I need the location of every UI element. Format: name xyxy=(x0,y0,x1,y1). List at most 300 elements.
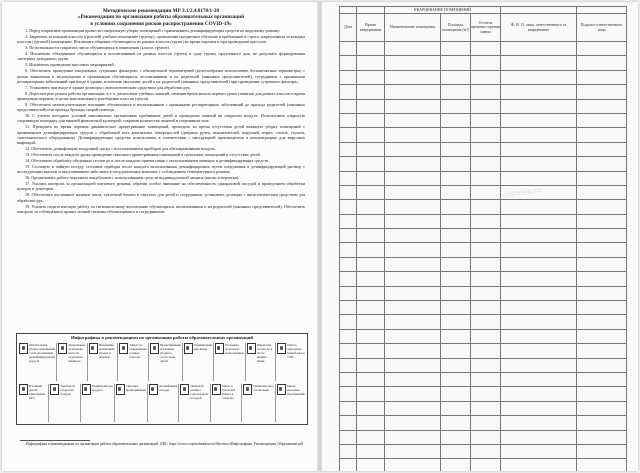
table-cell[interactable] xyxy=(441,142,471,156)
table-cell[interactable] xyxy=(577,416,627,430)
table-cell[interactable] xyxy=(385,142,441,156)
table-row xyxy=(340,286,627,300)
disinfect-icon xyxy=(19,343,28,354)
table-cell[interactable] xyxy=(577,344,627,358)
table-cell[interactable] xyxy=(501,214,577,228)
no-events-icon xyxy=(277,384,286,395)
infographic-item-text: Мыло и туалетная бумага в санузлах xyxy=(221,384,236,400)
table-cell[interactable] xyxy=(441,286,471,300)
table-cell[interactable] xyxy=(501,430,577,444)
table-cell[interactable] xyxy=(471,315,501,329)
isolation-icon xyxy=(19,384,28,395)
table-cell[interactable] xyxy=(471,42,501,56)
table-cell[interactable] xyxy=(357,113,385,127)
table-cell[interactable] xyxy=(577,70,627,84)
footnote: Инфографика к рекомендациям по организации работы образовательных организаций. URL: https://www.rospotrebnadzor.ru/files/news/Инфографика_Рекомендации_Образование.pdf xyxy=(26,442,303,446)
table-row xyxy=(340,128,627,142)
table-cell[interactable] xyxy=(385,301,441,315)
paragraph: 15. Столовую и чайную посуду, столовые приборы после каждого использования дезинфицировать путем погружения в дезинфицирующий раствор с последующим мытьем и высушиванием либо мыть в посудомоечных машинах с соблюдением температурного режима. xyxy=(17,164,305,175)
table-cell[interactable] xyxy=(501,272,577,286)
paragraph: 8. Пересмотреть режим работы организации, в т. ч. расписание учебных занятий, изменив время начала первого урока (занятия) для разных классов и время проведения перемен, в целях максимального разобщения классов (групп). xyxy=(17,90,305,102)
document-title xyxy=(16,8,306,27)
table-cell[interactable] xyxy=(471,214,501,228)
water-icon xyxy=(180,384,189,395)
table-cell[interactable] xyxy=(471,416,501,430)
table-cell[interactable] xyxy=(340,142,357,156)
table-cell[interactable] xyxy=(501,387,577,401)
table-cell[interactable] xyxy=(501,171,577,185)
table-cell[interactable] xyxy=(340,257,357,271)
table-cell[interactable] xyxy=(501,344,577,358)
table-cell[interactable] xyxy=(501,444,577,458)
table-cell[interactable] xyxy=(340,42,357,56)
infographic-item-text: Закрепление за каждым классом отдельного кабинета xyxy=(68,343,86,363)
table-cell[interactable] xyxy=(501,301,577,315)
table-cell[interactable] xyxy=(441,301,471,315)
table-cell[interactable] xyxy=(385,113,441,127)
table-cell[interactable] xyxy=(357,85,385,99)
paragraph: 9. Обеспечить незамедлительную изоляцию обучающихся и воспитанников с признаками респираторных заболеваний до прихода родителей (законных представителей) или приезда бригады скорой помощи. xyxy=(17,102,305,113)
table-cell[interactable] xyxy=(471,70,501,84)
table-cell[interactable] xyxy=(441,315,471,329)
infographic-item xyxy=(118,343,149,381)
table-row xyxy=(340,42,627,56)
table-cell[interactable] xyxy=(577,315,627,329)
infographic-item xyxy=(148,384,179,422)
table-cell[interactable] xyxy=(471,372,501,386)
recirculator-icon xyxy=(82,384,91,395)
table-cell[interactable] xyxy=(357,56,385,70)
paragraph: 5. Исключить проведение массовых мероприятий. xyxy=(25,62,115,68)
table-cell[interactable] xyxy=(340,70,357,84)
infographic-item-text: Сквозное проветривание xyxy=(125,384,146,392)
table-row xyxy=(340,401,627,415)
table-cell[interactable] xyxy=(577,142,627,156)
table-cell[interactable] xyxy=(501,99,577,113)
table-cell[interactable] xyxy=(385,459,441,471)
table-cell[interactable] xyxy=(385,200,441,214)
table-cell[interactable] xyxy=(357,315,385,329)
table-cell[interactable] xyxy=(340,315,357,329)
group-icon xyxy=(119,343,128,354)
table-cell[interactable] xyxy=(471,99,501,113)
table-cell[interactable] xyxy=(385,358,441,372)
watermark: ofisnova.ru xyxy=(501,185,542,200)
table-cell[interactable] xyxy=(471,200,501,214)
table-cell[interactable] xyxy=(357,459,385,471)
footnote-divider xyxy=(20,440,90,441)
infographic-item xyxy=(49,384,80,422)
table-cell[interactable] xyxy=(577,387,627,401)
infographic-title: Инфографика к рекомендациям по организации работы образовательных организаций xyxy=(70,335,254,340)
table-cell[interactable] xyxy=(385,387,441,401)
table-cell[interactable] xyxy=(340,157,357,171)
table-cell[interactable] xyxy=(471,387,501,401)
table-cell[interactable] xyxy=(385,85,441,99)
paragraph: 10. С учетом погодных условий максимально организовать пребывание детей и проведение занятий на открытом воздухе. Использовать открытую спортивную площадку для занятий физической культурой, сократив количество занятий в спортивном зале. xyxy=(17,113,305,124)
table-row xyxy=(340,257,627,271)
table-cell[interactable] xyxy=(340,128,357,142)
table-cell[interactable] xyxy=(340,286,357,300)
table-row xyxy=(340,301,627,315)
table-cell[interactable] xyxy=(385,430,441,444)
table-cell[interactable] xyxy=(441,229,471,243)
table-cell[interactable] xyxy=(441,387,471,401)
paragraph: 19. Усилить педагогическую работу по гигиеническому воспитанию обучающихся, воспитанников и их родителей (законных представителей). Обеспечить контроль за соблюдением правил личной гигиены обучающимися и сотрудниками. xyxy=(17,203,305,214)
table-cell[interactable] xyxy=(441,459,471,471)
table-cell[interactable] xyxy=(441,372,471,386)
table-cell[interactable] xyxy=(385,444,441,458)
table-cell[interactable] xyxy=(577,430,627,444)
table-cell[interactable] xyxy=(357,358,385,372)
table-cell[interactable] xyxy=(385,56,441,70)
table-cell[interactable] xyxy=(357,272,385,286)
table-cell[interactable] xyxy=(501,200,577,214)
table-cell[interactable] xyxy=(340,113,357,127)
table-cell[interactable] xyxy=(340,272,357,286)
table-cell[interactable] xyxy=(441,358,471,372)
table-cell[interactable] xyxy=(441,416,471,430)
table-cell[interactable] xyxy=(340,430,357,444)
table-cell[interactable] xyxy=(357,200,385,214)
table-cell[interactable] xyxy=(441,171,471,185)
infographic-item-text: Проветривание и влажная уборка в отсутствие детей xyxy=(160,343,181,363)
table-cell[interactable] xyxy=(340,401,357,415)
paragraph: 4. Исключить объединение обучающихся и воспитанников из разных классов (групп) в одну группу продленного дня, не допускать формирования «вечерних дежурных» групп. xyxy=(17,51,305,62)
table-cell[interactable] xyxy=(340,358,357,372)
canteen-icon xyxy=(247,343,256,354)
table-cell[interactable] xyxy=(357,401,385,415)
table-cell[interactable] xyxy=(385,372,441,386)
table-cell[interactable] xyxy=(471,329,501,343)
table-cell[interactable] xyxy=(357,344,385,358)
table-cell[interactable] xyxy=(357,157,385,171)
col-header-date: Дата xyxy=(340,14,357,42)
infographic-item xyxy=(214,343,246,381)
table-cell[interactable] xyxy=(385,185,441,199)
table-cell[interactable] xyxy=(471,459,501,471)
table-cell[interactable] xyxy=(357,128,385,142)
table-cell[interactable] xyxy=(385,171,441,185)
table-cell[interactable] xyxy=(385,344,441,358)
table-cell[interactable] xyxy=(441,430,471,444)
dish-icon xyxy=(149,384,158,395)
table-cell[interactable] xyxy=(441,99,471,113)
paragraph: 17. Усилить контроль за организацией питьевого режима, обратив особое внимание на обеспеченность одноразовой посудой и проведением обработки кулеров и дозаторов. xyxy=(17,181,305,192)
table-cell[interactable] xyxy=(385,229,441,243)
table-cell[interactable] xyxy=(577,459,627,471)
table-cell[interactable] xyxy=(441,272,471,286)
table-cell[interactable] xyxy=(501,401,577,415)
window-icon xyxy=(116,384,125,395)
table-cell[interactable] xyxy=(441,185,471,199)
table-cell[interactable] xyxy=(357,42,385,56)
table-cell[interactable] xyxy=(577,85,627,99)
infographic-item-text: Питьевой режим с одноразовой посудой xyxy=(190,384,208,400)
table-cell[interactable] xyxy=(357,257,385,271)
table-cell[interactable] xyxy=(471,113,501,127)
table-cell[interactable] xyxy=(577,56,627,70)
table-cell[interactable] xyxy=(471,286,501,300)
col-header-lamp-time: Остаток времени горения лампы xyxy=(471,14,501,42)
table-row xyxy=(340,200,627,214)
table-cell[interactable] xyxy=(340,85,357,99)
table-cell[interactable] xyxy=(471,56,501,70)
table-cell[interactable] xyxy=(471,157,501,171)
table-cell[interactable] xyxy=(471,142,501,156)
table-cell[interactable] xyxy=(501,257,577,271)
table-cell[interactable] xyxy=(340,444,357,458)
table-cell[interactable] xyxy=(385,416,441,430)
table-cell[interactable] xyxy=(501,42,577,56)
table-cell[interactable] xyxy=(385,315,441,329)
table-cell[interactable] xyxy=(501,128,577,142)
table-cell[interactable] xyxy=(501,113,577,127)
empty-header-cell xyxy=(357,7,385,14)
table-cell[interactable] xyxy=(441,128,471,142)
table-cell[interactable] xyxy=(340,185,357,199)
infographic-box xyxy=(16,333,308,425)
table-cell[interactable] xyxy=(357,329,385,343)
mask-icon xyxy=(277,343,286,354)
table-cell[interactable] xyxy=(357,444,385,458)
table-cell[interactable] xyxy=(385,401,441,415)
table-cell[interactable] xyxy=(441,157,471,171)
table-cell[interactable] xyxy=(577,185,627,199)
table-cell[interactable] xyxy=(471,358,501,372)
table-cell[interactable] xyxy=(441,257,471,271)
outdoor-icon xyxy=(50,384,59,395)
infographic-item xyxy=(18,343,57,381)
table-cell[interactable] xyxy=(577,42,627,56)
paragraph: 11. Проводить во время перемен динамическое проветривание помещений, проводить во время отсутствия детей влажную уборку помещений с применением дезинфицирующих средств с обработкой всех контактных поверхностей (дверных ручек, выключателей, поручней, перил, столов, стульев, сантехнического оборудования). Дезинфицирующие средства использовать в соответствии с инструкцией производителя в концентрациях для вирусных инфекций. xyxy=(17,124,305,146)
table-row xyxy=(340,229,627,243)
table-cell[interactable] xyxy=(441,444,471,458)
table-cell[interactable] xyxy=(357,372,385,386)
title-line: Методические рекомендации МР 3.1/2.4.0178/1-20 xyxy=(102,8,220,14)
table-cell[interactable] xyxy=(357,243,385,257)
table-cell[interactable] xyxy=(357,214,385,228)
table-cell[interactable] xyxy=(501,229,577,243)
col-header-time: Время кварцевания xyxy=(357,14,385,42)
infographic-item-text: Запрет массовых мероприятий xyxy=(286,384,305,396)
table-cell[interactable] xyxy=(577,128,627,142)
table-cell[interactable] xyxy=(471,243,501,257)
table-cell[interactable] xyxy=(471,85,501,99)
infographic-item xyxy=(211,384,242,422)
infographic-row xyxy=(18,343,306,381)
table-cell[interactable] xyxy=(441,200,471,214)
table-cell[interactable] xyxy=(501,315,577,329)
table-cell[interactable] xyxy=(577,286,627,300)
paragraph: 7. Установить при входе в здание дозаторы с антисептическим средством для обработки рук. xyxy=(25,84,191,90)
table-cell[interactable] xyxy=(385,272,441,286)
table-cell[interactable] xyxy=(385,329,441,343)
table-row xyxy=(340,157,627,171)
paragraph: 6. Обеспечить проведение ежедневных «утренних фильтров» с обязательной термометрией (целесообразно использовать бесконтактные термометры) с целью выявления и недопущения в организации обучающихся, воспитанников и их родителей (законных представителей), сотрудников с признаками респираторных заболеваний при входе в здание, исключив скопление детей и их родителей (законных представителей) при проведении «утреннего фильтра». xyxy=(17,68,305,84)
table-row xyxy=(340,387,627,401)
paragraph: 1. Перед открытием организации провести генеральную уборку помещений с применением дезинфицирующих средств по вирусному режиму. xyxy=(25,28,280,33)
table-cell[interactable] xyxy=(441,344,471,358)
table-cell[interactable] xyxy=(340,200,357,214)
table-cell[interactable] xyxy=(385,99,441,113)
table-cell[interactable] xyxy=(577,257,627,271)
infographic-item xyxy=(246,343,277,381)
table-cell[interactable] xyxy=(577,214,627,228)
soap-icon xyxy=(212,384,221,395)
table-cell[interactable] xyxy=(577,301,627,315)
table-cell[interactable] xyxy=(577,200,627,214)
table-cell[interactable] xyxy=(357,171,385,185)
table-cell[interactable] xyxy=(577,329,627,343)
table-row xyxy=(340,243,627,257)
table-cell[interactable] xyxy=(357,416,385,430)
table-cell[interactable] xyxy=(340,243,357,257)
table-cell[interactable] xyxy=(340,387,357,401)
thermometer-icon xyxy=(184,343,193,354)
infographic-item xyxy=(242,384,275,422)
table-row xyxy=(340,372,627,386)
table-cell[interactable] xyxy=(471,444,501,458)
table-cell[interactable] xyxy=(385,286,441,300)
table-cell[interactable] xyxy=(577,171,627,185)
infographic-item xyxy=(149,343,183,381)
table-cell[interactable] xyxy=(357,229,385,243)
table-cell[interactable] xyxy=(441,56,471,70)
table-cell[interactable] xyxy=(577,157,627,171)
table-cell[interactable] xyxy=(501,157,577,171)
table-cell[interactable] xyxy=(577,401,627,415)
table-cell[interactable] xyxy=(471,257,501,271)
infographic-item xyxy=(18,384,49,422)
table-cell[interactable] xyxy=(340,301,357,315)
table-cell[interactable] xyxy=(577,444,627,458)
table-cell[interactable] xyxy=(577,372,627,386)
table-cell[interactable] xyxy=(501,358,577,372)
right-page xyxy=(322,2,638,471)
table-row xyxy=(340,85,627,99)
table-cell[interactable] xyxy=(441,243,471,257)
table-cell[interactable] xyxy=(441,42,471,56)
table-cell[interactable] xyxy=(340,229,357,243)
table-cell[interactable] xyxy=(385,257,441,271)
table-cell[interactable] xyxy=(357,387,385,401)
table-cell[interactable] xyxy=(340,329,357,343)
table-cell[interactable] xyxy=(385,128,441,142)
table-cell[interactable] xyxy=(340,171,357,185)
table-cell[interactable] xyxy=(385,243,441,257)
table-cell[interactable] xyxy=(577,358,627,372)
table-cell[interactable] xyxy=(385,214,441,228)
table-cell[interactable] xyxy=(441,329,471,343)
table-cell[interactable] xyxy=(501,416,577,430)
table-cell[interactable] xyxy=(441,401,471,415)
infographic-item xyxy=(81,384,115,422)
table-row xyxy=(340,171,627,185)
table-cell[interactable] xyxy=(577,243,627,257)
recommendations-text xyxy=(17,28,305,215)
table-cell[interactable] xyxy=(357,99,385,113)
table-cell[interactable] xyxy=(471,344,501,358)
table-cell[interactable] xyxy=(340,372,357,386)
table-cell[interactable] xyxy=(471,430,501,444)
cleaning-icon xyxy=(150,343,159,354)
table-cell[interactable] xyxy=(340,416,357,430)
quartz-log-table xyxy=(339,6,627,471)
table-cell[interactable] xyxy=(441,113,471,127)
table-cell[interactable] xyxy=(357,142,385,156)
table-cell[interactable] xyxy=(471,272,501,286)
table-cell[interactable] xyxy=(340,344,357,358)
table-cell[interactable] xyxy=(471,171,501,185)
table-cell[interactable] xyxy=(441,214,471,228)
table-cell[interactable] xyxy=(385,157,441,171)
table-cell[interactable] xyxy=(471,229,501,243)
table-cell[interactable] xyxy=(340,459,357,471)
table-cell[interactable] xyxy=(577,113,627,127)
table-cell[interactable] xyxy=(340,214,357,228)
table-cell[interactable] xyxy=(501,70,577,84)
paragraph: 16. Организовать работу персонала пищеблоков с использованием средств индивидуальной защиты (маски и перчатки). xyxy=(25,175,240,181)
paragraph: 18. Обеспечить постоянное наличие мыла, туалетной бумаги в санузлах для детей и сотрудников, установить дозаторы с антисептическим средством для обработки рук. xyxy=(17,192,305,203)
title-line: «Рекомендации по организации работы образовательных организаций xyxy=(77,14,245,21)
table-cell[interactable] xyxy=(577,99,627,113)
table-cell[interactable] xyxy=(357,430,385,444)
paragraph: 13. Обеспечить после каждого урока проведение сквозного проветривания помещений и групповых помещений в отсутствие детей. xyxy=(25,152,261,158)
table-cell[interactable] xyxy=(501,243,577,257)
table-cell[interactable] xyxy=(501,142,577,156)
table-cell[interactable] xyxy=(501,329,577,343)
table-row xyxy=(340,344,627,358)
table-cell[interactable] xyxy=(340,56,357,70)
table-cell[interactable] xyxy=(357,301,385,315)
table-cell[interactable] xyxy=(357,286,385,300)
calendar-icon xyxy=(89,343,98,354)
empty-header-cell xyxy=(340,7,357,14)
table-cell[interactable] xyxy=(501,286,577,300)
table-cell[interactable] xyxy=(441,85,471,99)
infographic-item xyxy=(115,384,148,422)
table-cell[interactable] xyxy=(357,185,385,199)
table-cell[interactable] xyxy=(501,459,577,471)
table-row xyxy=(340,459,627,471)
col-header-signature: Подпись ответственного лица xyxy=(577,14,627,42)
table-cell[interactable] xyxy=(471,128,501,142)
table-cell[interactable] xyxy=(385,42,441,56)
table-cell[interactable] xyxy=(471,185,501,199)
table-cell[interactable] xyxy=(501,85,577,99)
table-cell[interactable] xyxy=(471,401,501,415)
paragraph: 12. Обеспечить дезинфекцию воздушной среды с использованием приборов для обеззараживания воздуха. xyxy=(25,146,216,152)
table-row xyxy=(340,444,627,458)
table-row xyxy=(340,113,627,127)
table-cell[interactable] xyxy=(471,301,501,315)
table-cell[interactable] xyxy=(441,70,471,84)
empty-header-cell xyxy=(577,7,627,14)
table-cell[interactable] xyxy=(577,272,627,286)
table-row xyxy=(340,142,627,156)
table-cell[interactable] xyxy=(501,56,577,70)
table-cell[interactable] xyxy=(577,229,627,243)
table-cell[interactable] xyxy=(385,70,441,84)
infographic-item-text: Установка дозаторов с антисептиком xyxy=(224,343,244,355)
infographic-item-text: Гигиеническое воспитание xyxy=(253,384,274,392)
paragraph: 3. По возможности сократить число обучающихся в помещении (классе, группе). xyxy=(25,45,170,51)
infographic-item xyxy=(179,384,210,422)
table-cell[interactable] xyxy=(501,372,577,386)
table-cell[interactable] xyxy=(357,70,385,84)
table-cell[interactable] xyxy=(340,99,357,113)
